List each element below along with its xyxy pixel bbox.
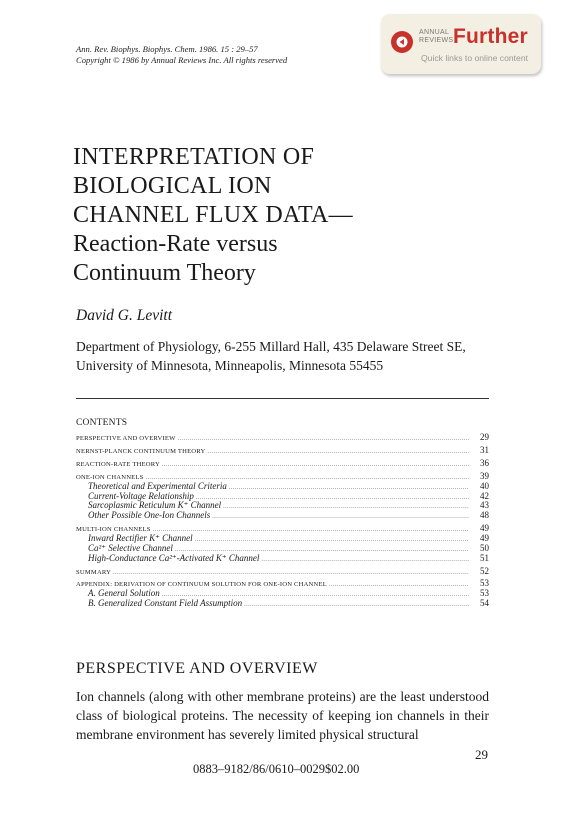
affiliation-line-2: University of Minnesota, Minneapolis, Minnesota 55455 [76, 358, 384, 373]
toc-entry-title: NERNST-PLANCK CONTINUUM THEORY [76, 447, 206, 455]
subtitle-line-1: Reaction-Rate versus [73, 231, 278, 257]
toc-entry-page: 39 [480, 470, 489, 481]
toc-entry-page: 54 [480, 598, 489, 609]
toc-entry-page: 42 [480, 490, 489, 501]
toc-entry-title: PERSPECTIVE AND OVERVIEW [76, 435, 176, 442]
toc-entry-title: B. Generalized Constant Field Assumption [88, 598, 243, 609]
annual-reviews-wordmark [419, 29, 453, 45]
reviews-label: REVIEWS [419, 37, 454, 44]
toc-entry-page: 36 [480, 457, 489, 468]
contents-divider [76, 398, 489, 399]
citation-line-1: Ann. Rev. Biophys. Biophys. Chem. 1986. 15 : 29–57 [76, 44, 258, 54]
further-wordmark: Further [453, 25, 528, 48]
citation-line-2: Copyright © 1986 by Annual Reviews Inc. All rights reserved [76, 55, 288, 65]
subtitle-line-2: Continuum Theory [73, 260, 256, 286]
toc-entry[interactable] [76, 599, 489, 609]
toc-leader-dots [207, 448, 469, 458]
toc-leader-dots [261, 556, 469, 566]
annual-reviews-further-badge[interactable] [381, 14, 541, 74]
affiliation-line-1: Department of Physiology, 6-255 Millard Hall, 435 Delaware Street SE, [76, 339, 466, 354]
annual-label: ANNUAL [419, 29, 450, 36]
toc-leader-dots [244, 601, 469, 611]
toc-entry[interactable] [76, 459, 489, 469]
toc-entry-page: 31 [480, 444, 489, 455]
article-title [73, 143, 453, 288]
further-subtitle: Quick links to online content [421, 53, 529, 63]
toc-entry[interactable] [76, 511, 489, 521]
toc-entry-title: MULTI-ION CHANNELS [76, 526, 151, 534]
contents-heading: CONTENTS [76, 418, 128, 428]
toc-entry[interactable] [76, 567, 489, 577]
title-line-3: CHANNEL FLUX DATA— [73, 202, 353, 228]
toc-leader-dots [212, 513, 469, 523]
toc-entry-title: A. General Solution [88, 588, 160, 599]
toc-entry-title: Theoretical and Experimental Criteria [88, 480, 227, 491]
title-line-1: INTERPRETATION OF [73, 144, 315, 170]
toc-entry[interactable] [76, 554, 489, 564]
toc-entry-title: APPENDIX: DERIVATION OF CONTINUUM SOLUTION FOR ONE-ION CHANNEL [76, 581, 327, 589]
author-name: David G. Levitt [76, 307, 172, 324]
section-heading: PERSPECTIVE AND OVERVIEW [76, 660, 318, 677]
toc-leader-dots [113, 569, 469, 579]
toc-entry-title: Ca²⁺ Selective Channel [88, 542, 173, 553]
toc-entry-title: Inward Rectifier K⁺ Channel [88, 532, 193, 543]
toc-entry-page: 53 [480, 588, 489, 599]
toc-leader-dots [162, 461, 469, 471]
toc-entry-title: Other Possible One-Ion Channels [88, 510, 211, 521]
toc-entry-page: 48 [480, 510, 489, 521]
play-left-icon [391, 31, 413, 53]
page-number: 29 [475, 747, 488, 762]
toc-entry[interactable] [76, 433, 489, 443]
title-line-2: BIOLOGICAL ION [73, 173, 272, 199]
toc-entry-page: 50 [480, 542, 489, 553]
toc-entry-title: High-Conductance Ca²⁺-Activated K⁺ Channel [88, 552, 260, 563]
toc-entry-title: Sarcoplasmic Reticulum K⁺ Channel [88, 500, 222, 511]
doi-code: 0883–9182/86/0610–0029$02.00 [193, 762, 360, 776]
toc-entry-page: 49 [480, 532, 489, 543]
toc-entry-page: 53 [480, 578, 489, 589]
toc-entry-page: 51 [480, 552, 489, 563]
toc-entry-page: 29 [480, 432, 489, 442]
table-of-contents [76, 433, 489, 609]
toc-entry[interactable] [76, 446, 489, 456]
author-affiliation [76, 337, 496, 375]
toc-entry-page: 52 [480, 565, 489, 576]
toc-entry-title: ONE-ION CHANNELS [76, 473, 144, 481]
toc-leader-dots [178, 435, 469, 445]
toc-entry-page: 40 [480, 480, 489, 491]
journal-citation [76, 44, 287, 66]
toc-entry-title: SUMMARY [76, 568, 112, 576]
toc-entry-title: REACTION-RATE THEORY [76, 460, 160, 468]
toc-entry-page: 49 [480, 523, 489, 534]
body-paragraph: Ion channels (along with other membrane proteins) are the least understood class of biological proteins. The necessity of keeping ion channels in their membrane environment has severely limited physical structural [76, 689, 489, 742]
toc-entry-page: 43 [480, 500, 489, 511]
toc-entry-title: Current-Voltage Relationship [88, 490, 194, 501]
